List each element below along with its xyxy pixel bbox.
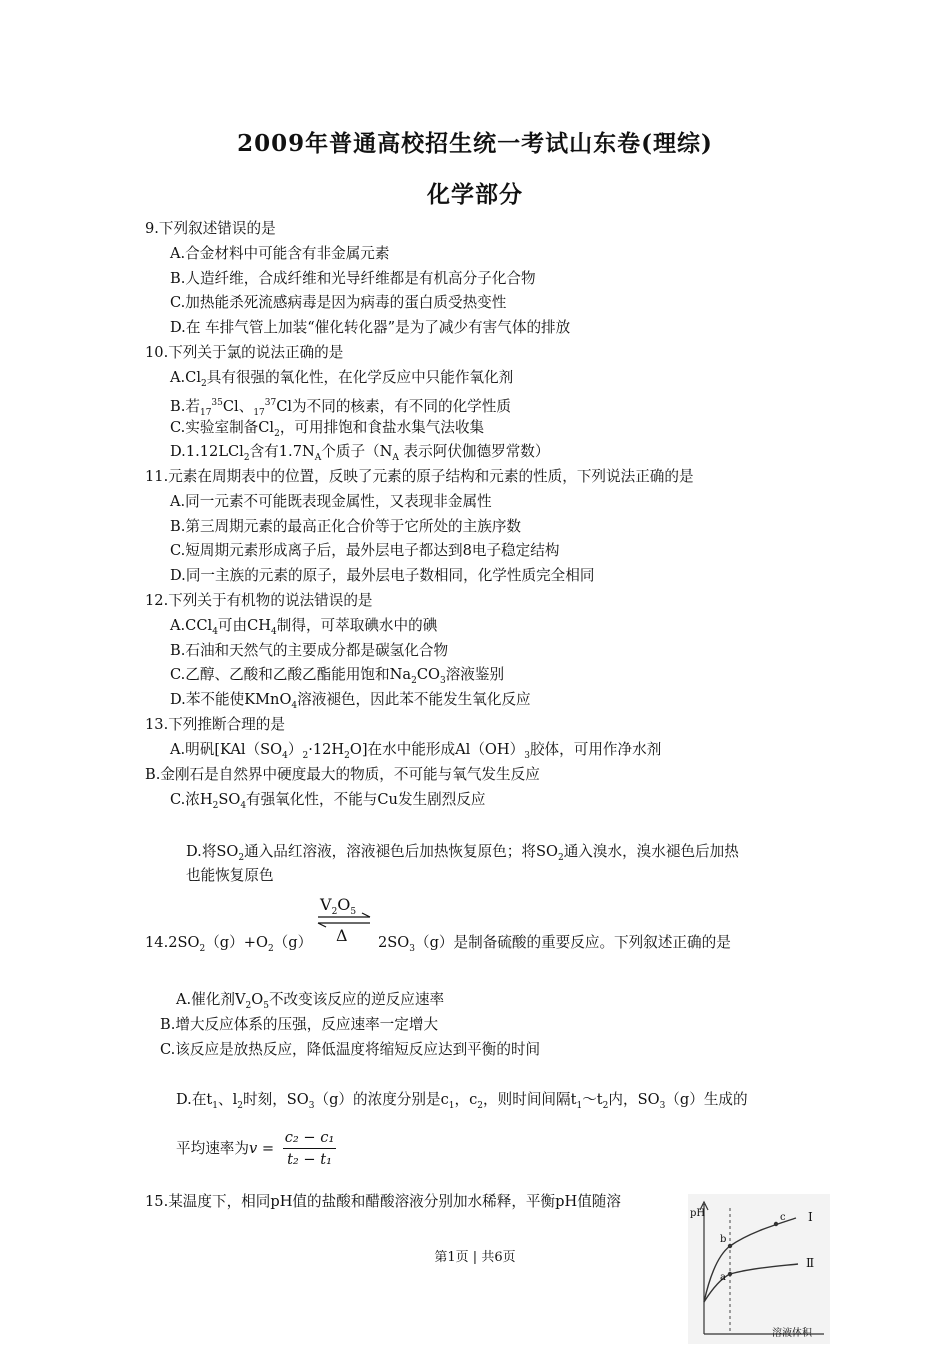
option-13a: A.明矾$[KAl(SO_4)_2\cdot 12H_2O]$在水中能形成$Al(OH)_3$胶体，可用作净水剂 [170, 741, 662, 761]
question-14: $14.2SO_2(g)+O_2(g)$ [145, 934, 313, 954]
option-9c: C.加热能杀死流感病毒是因为病毒的蛋白质受热变性 [170, 294, 507, 311]
x-axis-label: 溶液体积 [772, 1328, 812, 1339]
point-c-label: c [780, 1212, 786, 1223]
point-a-label: a [720, 1272, 726, 1283]
option-13b: B.金刚石是自然界中硬度最大的物质，不可能与氧气发生反应 [145, 766, 540, 783]
option-13c: C.浓$H_2SO_4$有强氧化性，不能与Cu发生剧烈反应 [170, 791, 486, 811]
heat-symbol: Δ [336, 926, 348, 945]
page-footer: 第1页 | 共6页 [434, 1250, 516, 1265]
question-9: 9.下列叙述错误的是 [145, 220, 276, 237]
option-10a: $A.Cl_2$具有很强的氧化性，在化学反应中只能作氧化剂 [170, 369, 514, 389]
y-axis-label: pH [690, 1208, 706, 1219]
fraction-denominator: t₂ − t₁ [287, 1150, 332, 1168]
option-14c: C.该反应是放热反应，降低温度将缩短反应达到平衡的时间 [160, 1041, 541, 1058]
curve-1-label: Ⅰ [808, 1210, 813, 1224]
option-9a: A.合金材料中可能含有非金属元素 [170, 245, 390, 262]
rate-formula: 平均速率为v = $\frac{\text{c₂ − c₁}}{\text{t₂ − t₁}}$ [176, 1126, 336, 1172]
option-14b: B.增大反应体系的压强，反应速率一定增大 [160, 1016, 439, 1033]
page-title: 2009年普通高校招生统一考试山东卷(理综) [237, 130, 713, 157]
question-15: 15.某温度下，相同pH值的盐酸和醋酸溶液分别加水稀释，平衡pH值随溶 [145, 1193, 621, 1210]
option-11b: B.第三周期元素的最高正化合价等于它所处的主族序数 [170, 518, 522, 535]
ph-dilution-figure [688, 1194, 830, 1344]
option-12c: C.乙醇、乙酸和乙酸乙酯能用饱和$Na_2CO_3$溶液鉴别 [170, 666, 505, 686]
option-11a: A.同一元素不可能既表现金属性，又表现非金属性 [170, 493, 492, 510]
curve-2-label: Ⅱ [806, 1256, 815, 1270]
option-12d: D.苯不能使KMnO$_4$溶液褪色，因此苯不能发生氧化反应 [170, 691, 531, 711]
option-12a: A.CCl$_4$可由$CH_4$制得，可萃取碘水中的碘 [170, 617, 438, 637]
rate-fraction [283, 1128, 337, 1171]
rate-symbol: v [248, 1140, 258, 1157]
fraction-numerator: c₂ − c₁ [283, 1128, 337, 1149]
question-11: 11.元素在周期表中的位置，反映了元素的原子结构和元素的性质，下列说法正确的是 [145, 468, 694, 485]
option-10b: B.若$_{17}^{35}$Cl、$_{17}^{37}$Cl为不同的核素，有不同的化学性质 [170, 397, 511, 418]
point-b-label: b [720, 1234, 727, 1245]
option-10d: D.1.12LCl$_2$含有$1.7N_A$个质子（$N_A$ 表示阿伏伽德罗常数） [170, 443, 550, 463]
option-10c: C.实验室制备$Cl_2$，可用排饱和食盐水集气法收集 [170, 419, 485, 439]
question-12: 12.下列关于有机物的说法错误的是 [145, 592, 373, 609]
catalyst-label: $V_2O_5$ [320, 895, 357, 918]
option-12b: B.石油和天然气的主要成分都是碳氢化合物 [170, 642, 449, 659]
option-11c: C.短周期元素形成离子后，最外层电子都达到8电子稳定结构 [170, 542, 560, 559]
option-13d: D.将$SO_2$通入品红溶液，溶液褪色后加热恢复原色；将$SO_2$通入溴水，溴水褪色后加热 [186, 843, 739, 863]
question-10: 10.下列关于氯的说法正确的是 [145, 344, 344, 361]
option-14a: A.催化剂$V_2O_5$不改变该反应的逆反应速率 [176, 991, 445, 1011]
question-13: 13.下列推断合理的是 [145, 716, 285, 733]
option-9d: D.在 车排气管上加装“催化转化器”是为了减少有害气体的排放 [170, 319, 571, 336]
question-14-cont: $2SO_3(g)$是制备硫酸的重要反应。下列叙述正确的是 [378, 934, 731, 954]
option-13d-cont: 也能恢复原色 [186, 867, 274, 884]
option-14d: D.在$t_1$、$l_2$时刻，$SO_3(g)$的浓度分别是$c_1$，$c_2$，则时间间隔$t_1\sim t_2$内，$SO_3(g)$生成的 [176, 1091, 748, 1111]
page-subtitle: 化学部分 [427, 181, 523, 208]
option-9b: B.人造纤维，合成纤维和光导纤维都是有机高分子化合物 [170, 270, 536, 287]
option-11d: D.同一主族的元素的原子，最外层电子数相同，化学性质完全相同 [170, 567, 595, 584]
